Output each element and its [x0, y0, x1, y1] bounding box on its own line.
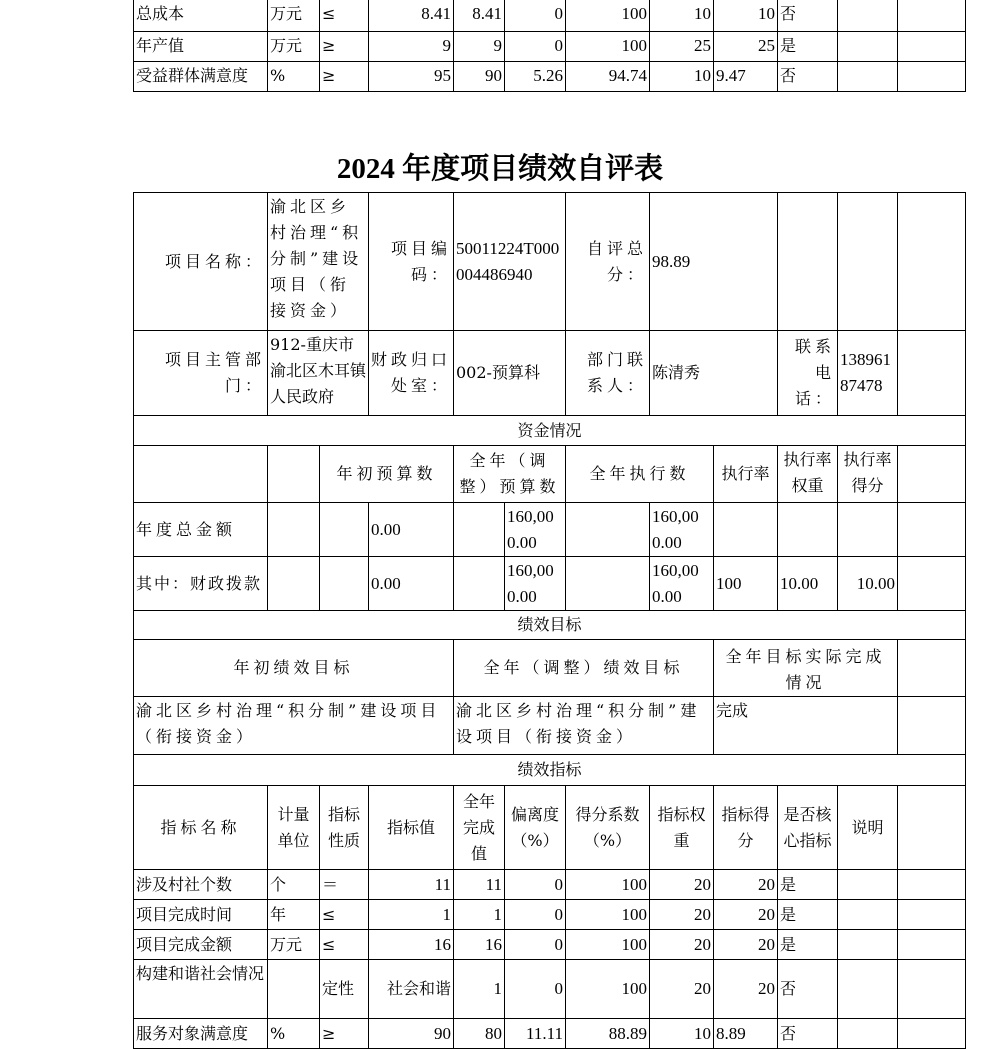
goals-section-header: 绩效目标 — [133, 611, 966, 640]
blank-cell — [898, 0, 966, 32]
indicator-coefficient: 100 — [566, 32, 650, 62]
indicator-weight: 20 — [650, 930, 714, 960]
indicator-weight: 10 — [650, 1019, 714, 1049]
indicator-operator: 定性 — [320, 960, 369, 1019]
indicator-done: 8.41 — [454, 0, 505, 32]
dept-value: 912-重庆市渝北区木耳镇人民政府 — [268, 331, 369, 416]
blank-cell — [268, 446, 320, 503]
indicator-note — [838, 62, 898, 92]
blank-cell — [898, 557, 966, 611]
funds-rate: 100 — [714, 557, 778, 611]
indicator-name: 涉及村社个数 — [133, 870, 268, 900]
indicators-header-nature: 指标性质 — [320, 786, 369, 870]
indicator-score: 25 — [714, 32, 778, 62]
blank-cell — [898, 62, 966, 92]
funds-executed: 160,000.00 — [650, 503, 714, 557]
blank-cell — [838, 192, 898, 331]
indicator-weight: 20 — [650, 900, 714, 930]
funds-row-name: 年度总金额 — [133, 503, 268, 557]
indicator-core: 否 — [778, 62, 838, 92]
indicator-done: 9 — [454, 32, 505, 62]
contact-label: 部门联系人： — [566, 331, 650, 416]
indicator-score: 20 — [714, 900, 778, 930]
funds-header-executed: 全年执行数 — [566, 446, 714, 503]
indicator-deviation: 0 — [505, 900, 566, 930]
blank-cell — [566, 503, 650, 557]
funds-row-name: 其中：财政拨款 — [133, 557, 268, 611]
blank-cell — [320, 557, 369, 611]
indicator-note — [838, 870, 898, 900]
funds-rate-weight: 10.00 — [778, 557, 838, 611]
indicator-score: 20 — [714, 930, 778, 960]
indicator-target: 95 — [369, 62, 454, 92]
indicators-header-score: 指标得分 — [714, 786, 778, 870]
funds-executed: 160,000.00 — [650, 557, 714, 611]
indicators-header-deviation: 偏离度（%） — [505, 786, 566, 870]
blank-cell — [898, 870, 966, 900]
blank-cell — [898, 900, 966, 930]
funds-rate-weight — [778, 503, 838, 557]
indicator-coefficient: 94.74 — [566, 62, 650, 92]
blank-cell — [898, 446, 966, 503]
indicator-done: 80 — [454, 1019, 505, 1049]
blank-cell — [898, 786, 966, 870]
blank-cell — [898, 1019, 966, 1049]
goals-header-adjusted: 全年（调整）绩效目标 — [454, 640, 714, 697]
indicator-operator: ≥ — [320, 1019, 369, 1049]
indicator-note — [838, 930, 898, 960]
indicators-header-coefficient: 得分系数（%） — [566, 786, 650, 870]
indicator-done: 1 — [454, 960, 505, 1019]
indicator-weight: 10 — [650, 0, 714, 32]
indicator-target: 11 — [369, 870, 454, 900]
indicator-operator: ≤ — [320, 0, 369, 32]
indicator-weight: 10 — [650, 62, 714, 92]
project-name-label: 项目名称： — [133, 192, 268, 331]
funds-initial: 0.00 — [369, 557, 454, 611]
blank-cell — [133, 446, 268, 503]
funds-rate — [714, 503, 778, 557]
indicators-section-header: 绩效指标 — [133, 755, 966, 786]
blank-cell — [898, 503, 966, 557]
indicator-name: 项目完成金额 — [133, 930, 268, 960]
blank-cell — [320, 503, 369, 557]
contact-value: 陈清秀 — [650, 331, 778, 416]
indicator-core: 是 — [778, 870, 838, 900]
indicator-deviation: 0 — [505, 870, 566, 900]
funds-rate-score: 10.00 — [838, 557, 898, 611]
indicator-coefficient: 100 — [566, 870, 650, 900]
indicator-note — [838, 900, 898, 930]
funds-header-initial: 年初预算数 — [320, 446, 454, 503]
indicator-unit — [268, 960, 320, 1019]
indicator-coefficient: 100 — [566, 900, 650, 930]
indicator-name: 服务对象满意度 — [133, 1019, 268, 1049]
indicator-score: 20 — [714, 870, 778, 900]
indicator-unit: 年 — [268, 900, 320, 930]
indicator-name: 受益群体满意度 — [133, 62, 268, 92]
indicator-weight: 25 — [650, 32, 714, 62]
funds-header-rate-weight: 执行率权重 — [778, 446, 838, 503]
self-score-label: 自评总分： — [566, 192, 650, 331]
blank-cell — [268, 557, 320, 611]
project-code-value: 50011224T000004486940 — [454, 192, 566, 331]
indicator-score: 20 — [714, 960, 778, 1019]
indicator-deviation: 0 — [505, 32, 566, 62]
indicator-score: 8.89 — [714, 1019, 778, 1049]
blank-cell — [898, 192, 966, 331]
indicator-coefficient: 100 — [566, 960, 650, 1019]
funds-section-header: 资金情况 — [133, 416, 966, 446]
indicator-done: 90 — [454, 62, 505, 92]
blank-cell — [898, 697, 966, 755]
indicator-core: 否 — [778, 0, 838, 32]
indicator-core: 是 — [778, 900, 838, 930]
indicator-name: 项目完成时间 — [133, 900, 268, 930]
indicators-header-target: 指标值 — [369, 786, 454, 870]
phone-label: 联系电话： — [778, 331, 838, 416]
indicator-note — [838, 1019, 898, 1049]
indicator-operator: ≤ — [320, 900, 369, 930]
indicators-header-weight: 指标权重 — [650, 786, 714, 870]
indicator-deviation: 0 — [505, 930, 566, 960]
indicator-core: 是 — [778, 930, 838, 960]
indicator-target: 8.41 — [369, 0, 454, 32]
indicators-header-note: 说明 — [838, 786, 898, 870]
dept-label: 项目主管部门： — [133, 331, 268, 416]
indicator-coefficient: 100 — [566, 930, 650, 960]
indicator-target: 90 — [369, 1019, 454, 1049]
indicator-unit: 万元 — [268, 0, 320, 32]
goals-header-initial: 年初绩效目标 — [133, 640, 454, 697]
funds-header-adjusted: 全年（调整）预算数 — [454, 446, 566, 503]
funds-adjusted: 160,000.00 — [505, 503, 566, 557]
finance-label: 财政归口处室： — [369, 331, 454, 416]
funds-adjusted: 160,000.00 — [505, 557, 566, 611]
indicator-score: 10 — [714, 0, 778, 32]
indicator-target: 社会和谐 — [369, 960, 454, 1019]
indicator-deviation: 11.11 — [505, 1019, 566, 1049]
indicator-operator: ≥ — [320, 62, 369, 92]
indicator-weight: 20 — [650, 960, 714, 1019]
project-name-value: 渝北区乡村治理“积分制”建设项目（衔接资金） — [268, 192, 369, 331]
indicator-deviation: 5.26 — [505, 62, 566, 92]
indicator-unit: 万元 — [268, 930, 320, 960]
indicator-unit: % — [268, 1019, 320, 1049]
indicator-unit: 个 — [268, 870, 320, 900]
indicator-target: 1 — [369, 900, 454, 930]
self-score-value: 98.89 — [650, 192, 778, 331]
blank-cell — [898, 32, 966, 62]
blank-cell — [898, 640, 966, 697]
indicator-weight: 20 — [650, 870, 714, 900]
finance-value: 002-预算科 — [454, 331, 566, 416]
indicator-target: 9 — [369, 32, 454, 62]
blank-cell — [898, 960, 966, 1019]
indicator-note — [838, 32, 898, 62]
indicator-done: 1 — [454, 900, 505, 930]
blank-cell — [268, 503, 320, 557]
blank-cell — [778, 192, 838, 331]
indicator-coefficient: 88.89 — [566, 1019, 650, 1049]
indicator-name: 构建和谐社会情况 — [133, 960, 268, 1019]
indicator-name: 年产值 — [133, 32, 268, 62]
indicator-core: 否 — [778, 960, 838, 1019]
indicator-core: 否 — [778, 1019, 838, 1049]
goals-header-actual: 全年目标实际完成情况 — [714, 640, 898, 697]
project-code-label: 项目编码： — [369, 192, 454, 331]
blank-cell — [566, 557, 650, 611]
indicator-done: 11 — [454, 870, 505, 900]
blank-cell — [898, 331, 966, 416]
indicator-done: 16 — [454, 930, 505, 960]
indicator-score: 9.47 — [714, 62, 778, 92]
indicator-note — [838, 960, 898, 1019]
funds-initial: 0.00 — [369, 503, 454, 557]
page-title: 2024 年度项目绩效自评表 — [336, 153, 664, 185]
indicators-header-name: 指标名称 — [133, 786, 268, 870]
goals-initial-text: 渝北区乡村治理“积分制”建设项目（衔接资金） — [133, 697, 454, 755]
blank-cell — [454, 557, 505, 611]
indicator-operator: ≤ — [320, 930, 369, 960]
funds-header-rate: 执行率 — [714, 446, 778, 503]
indicators-header-core: 是否核心指标 — [778, 786, 838, 870]
indicator-operator: ＝ — [320, 870, 369, 900]
indicator-operator: ≥ — [320, 32, 369, 62]
phone-value: 13896187478 — [838, 331, 898, 416]
funds-rate-score — [838, 503, 898, 557]
indicator-coefficient: 100 — [566, 0, 650, 32]
indicator-unit: 万元 — [268, 32, 320, 62]
goals-actual-text: 完成 — [714, 697, 898, 755]
blank-cell — [898, 930, 966, 960]
indicator-target: 16 — [369, 930, 454, 960]
indicators-header-unit: 计量单位 — [268, 786, 320, 870]
goals-adjusted-text: 渝北区乡村治理“积分制”建设项目（衔接资金） — [454, 697, 714, 755]
indicator-name: 总成本 — [133, 0, 268, 32]
funds-header-rate-score: 执行率得分 — [838, 446, 898, 503]
indicator-deviation: 0 — [505, 0, 566, 32]
indicator-core: 是 — [778, 32, 838, 62]
indicators-header-done: 全年完成值 — [454, 786, 505, 870]
blank-cell — [454, 503, 505, 557]
indicator-unit: % — [268, 62, 320, 92]
indicator-note — [838, 0, 898, 32]
indicator-deviation: 0 — [505, 960, 566, 1019]
